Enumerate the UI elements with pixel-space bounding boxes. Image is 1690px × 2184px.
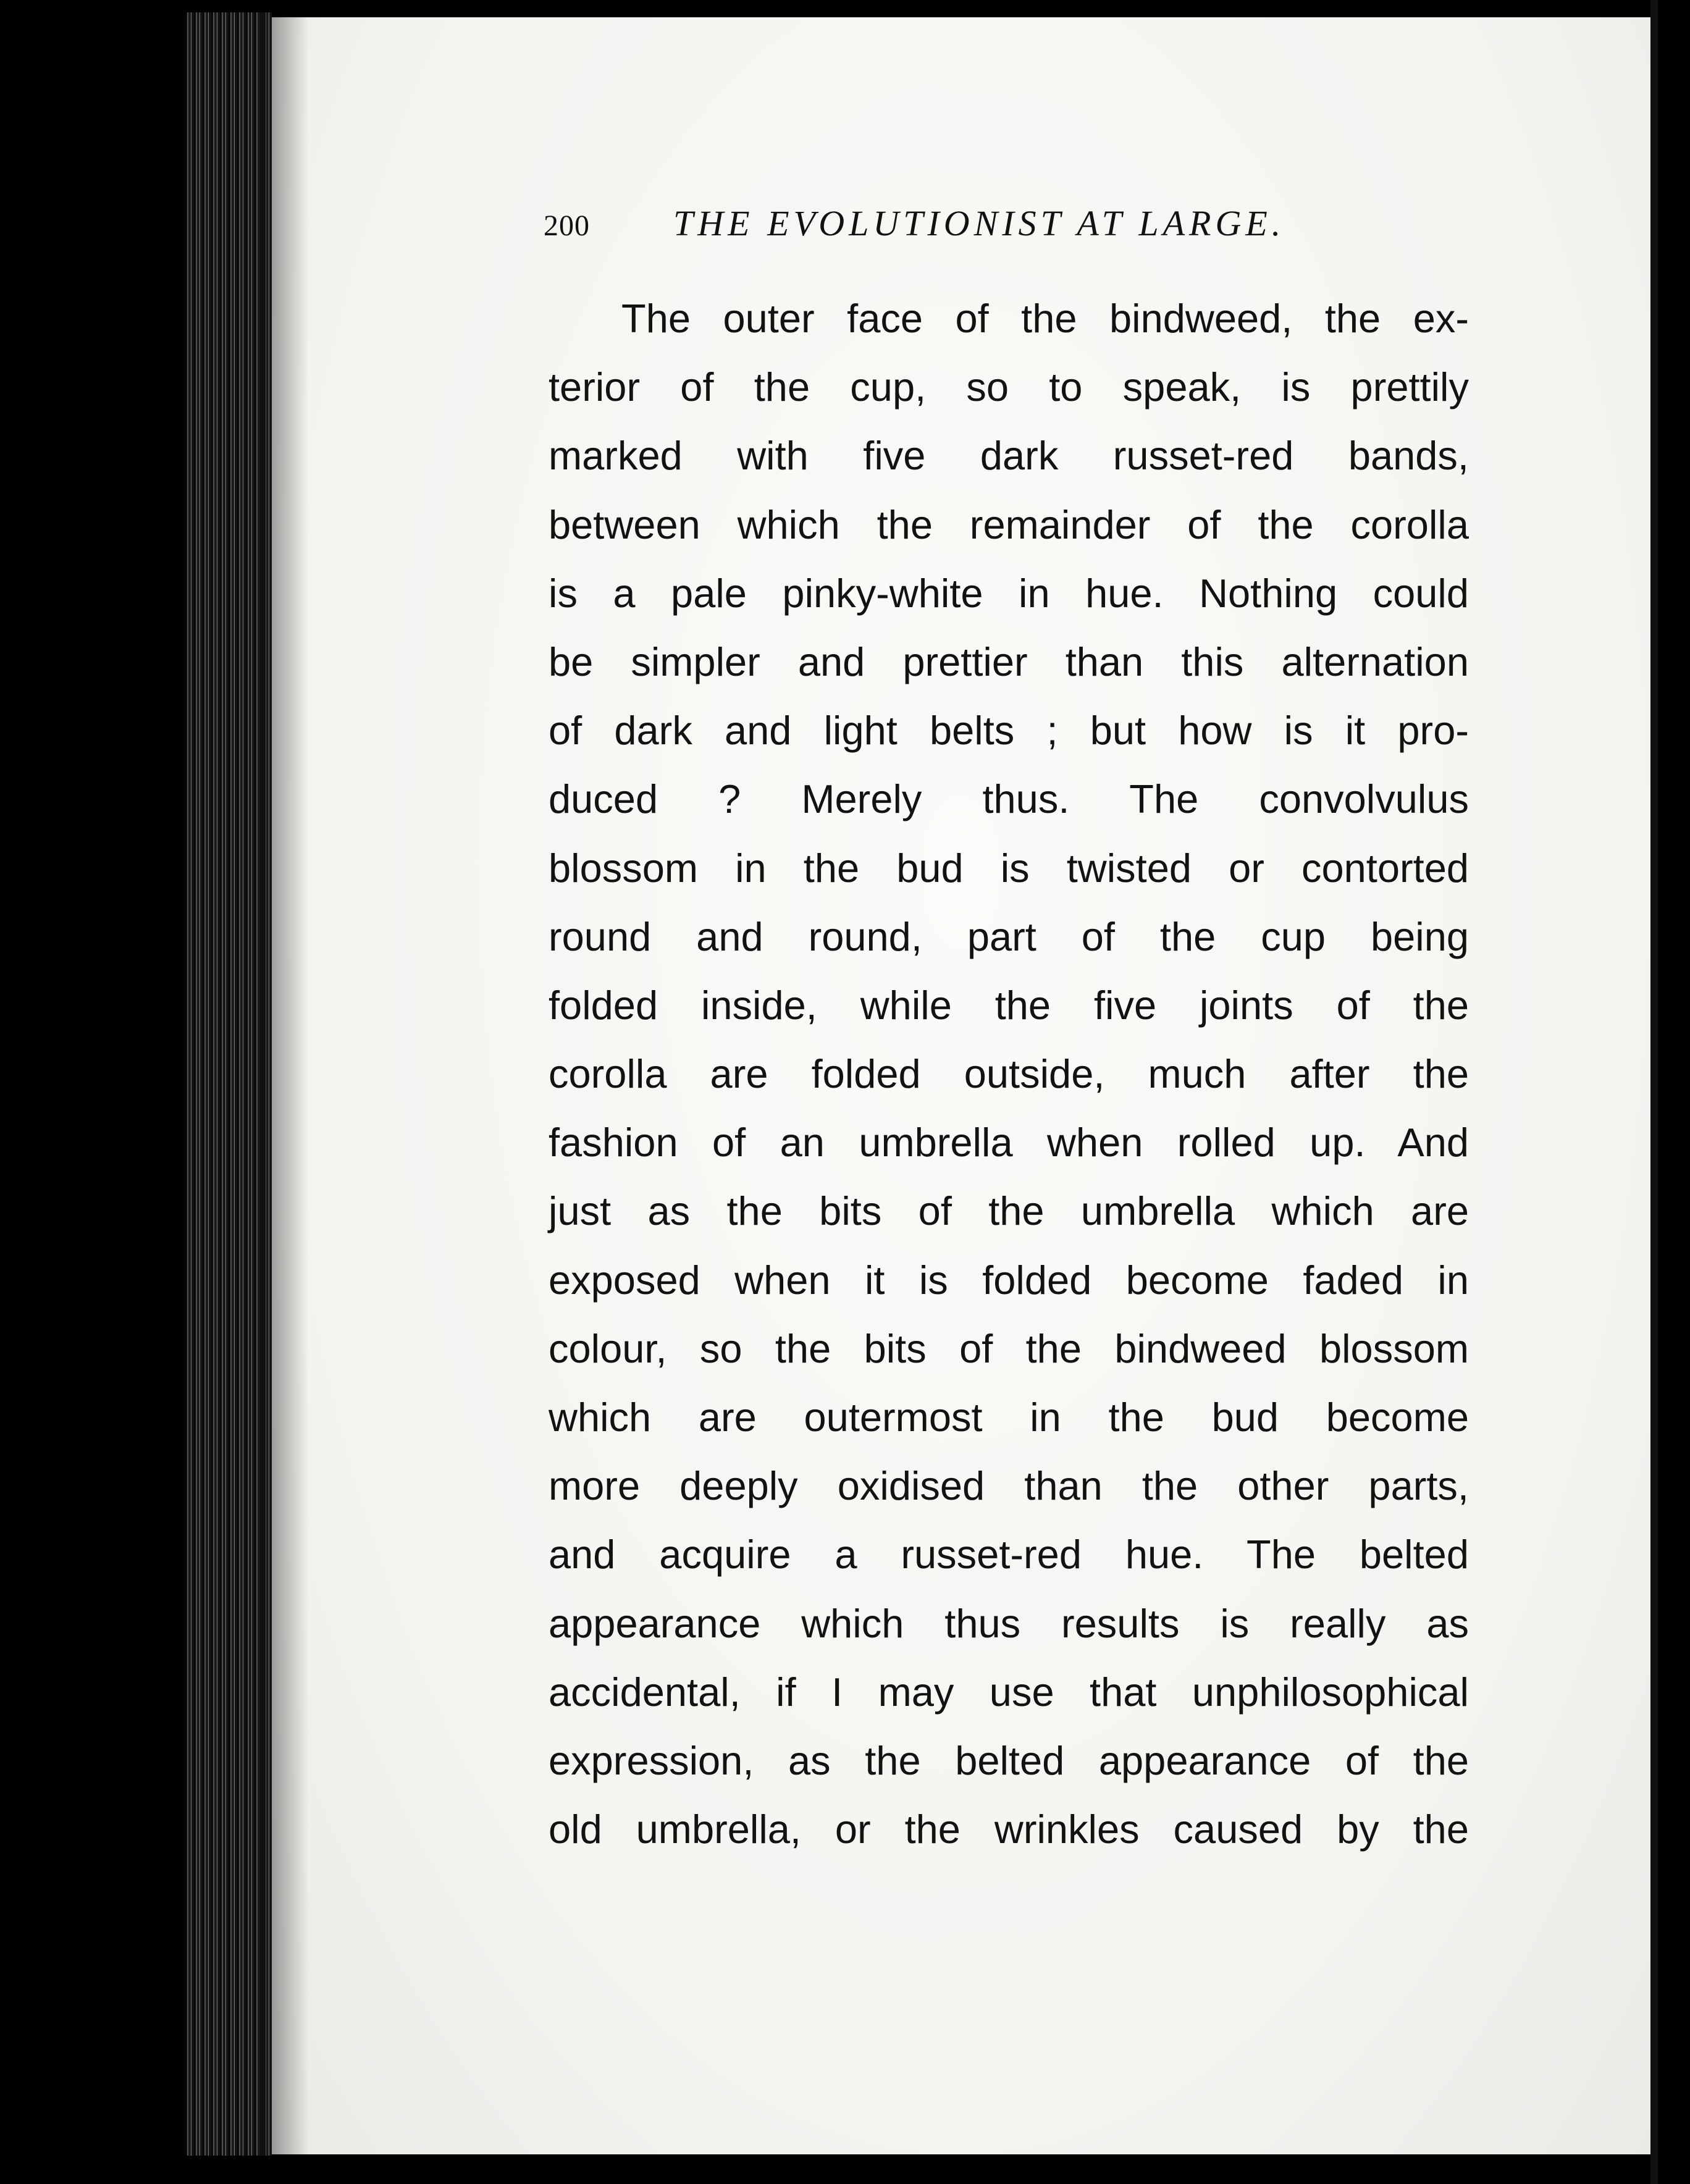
text-line: be simpler and prettier than this alternation bbox=[549, 639, 1469, 684]
text-line: of dark and light belts ; but how is it pro- bbox=[549, 708, 1469, 754]
text-line: expression, as the belted appearance of the bbox=[549, 1737, 1469, 1783]
running-head bbox=[544, 203, 1347, 252]
text-line: accidental, if I may use that unphilosophical bbox=[549, 1669, 1469, 1715]
running-title: THE EVOLUTIONIST AT LARGE. bbox=[673, 203, 1285, 243]
text-line: marked with five dark russet-red bands, bbox=[549, 433, 1469, 479]
text-line: corolla are folded outside, much after the bbox=[549, 1051, 1469, 1097]
text-line: folded inside, while the five joints of the bbox=[549, 982, 1469, 1028]
text-line: appearance which thus results is really as bbox=[549, 1600, 1469, 1646]
text-line: which are outermost in the bud become bbox=[549, 1395, 1469, 1440]
text-line: exposed when it is folded become faded in bbox=[549, 1257, 1469, 1303]
page-number: 200 bbox=[544, 209, 590, 242]
text-line: old umbrella, or the wrinkles caused by the bbox=[549, 1807, 1469, 1852]
text-line: just as the bits of the umbrella which are bbox=[549, 1188, 1469, 1234]
text-line: terior of the cup, so to speak, is prettily bbox=[549, 364, 1469, 410]
text-line: blossom in the bud is twisted or contorted bbox=[549, 845, 1469, 891]
right-page-edge bbox=[1650, 0, 1658, 2184]
binding-gutter bbox=[259, 12, 266, 2156]
text-line: between which the remainder of the corolla bbox=[549, 502, 1469, 547]
text-line: colour, so the bits of the bindweed blossom bbox=[549, 1325, 1469, 1371]
text-line: duced ? Merely thus. The convolvulus bbox=[549, 776, 1469, 822]
text-line: fashion of an umbrella when rolled up. And bbox=[549, 1120, 1469, 1166]
text-line: and acquire a russet-red hue. The belted bbox=[549, 1532, 1469, 1577]
text-line: more deeply oxidised than the other parts, bbox=[549, 1463, 1469, 1509]
body-paragraph bbox=[549, 284, 1469, 1863]
book-page-edges bbox=[185, 12, 272, 2156]
gutter-shadow bbox=[272, 17, 309, 2154]
text-line: is a pale pinky-white in hue. Nothing could bbox=[549, 570, 1469, 616]
text-line: round and round, part of the cup being bbox=[549, 914, 1469, 959]
text-line: The outer face of the bindweed, the ex- bbox=[621, 296, 1469, 341]
